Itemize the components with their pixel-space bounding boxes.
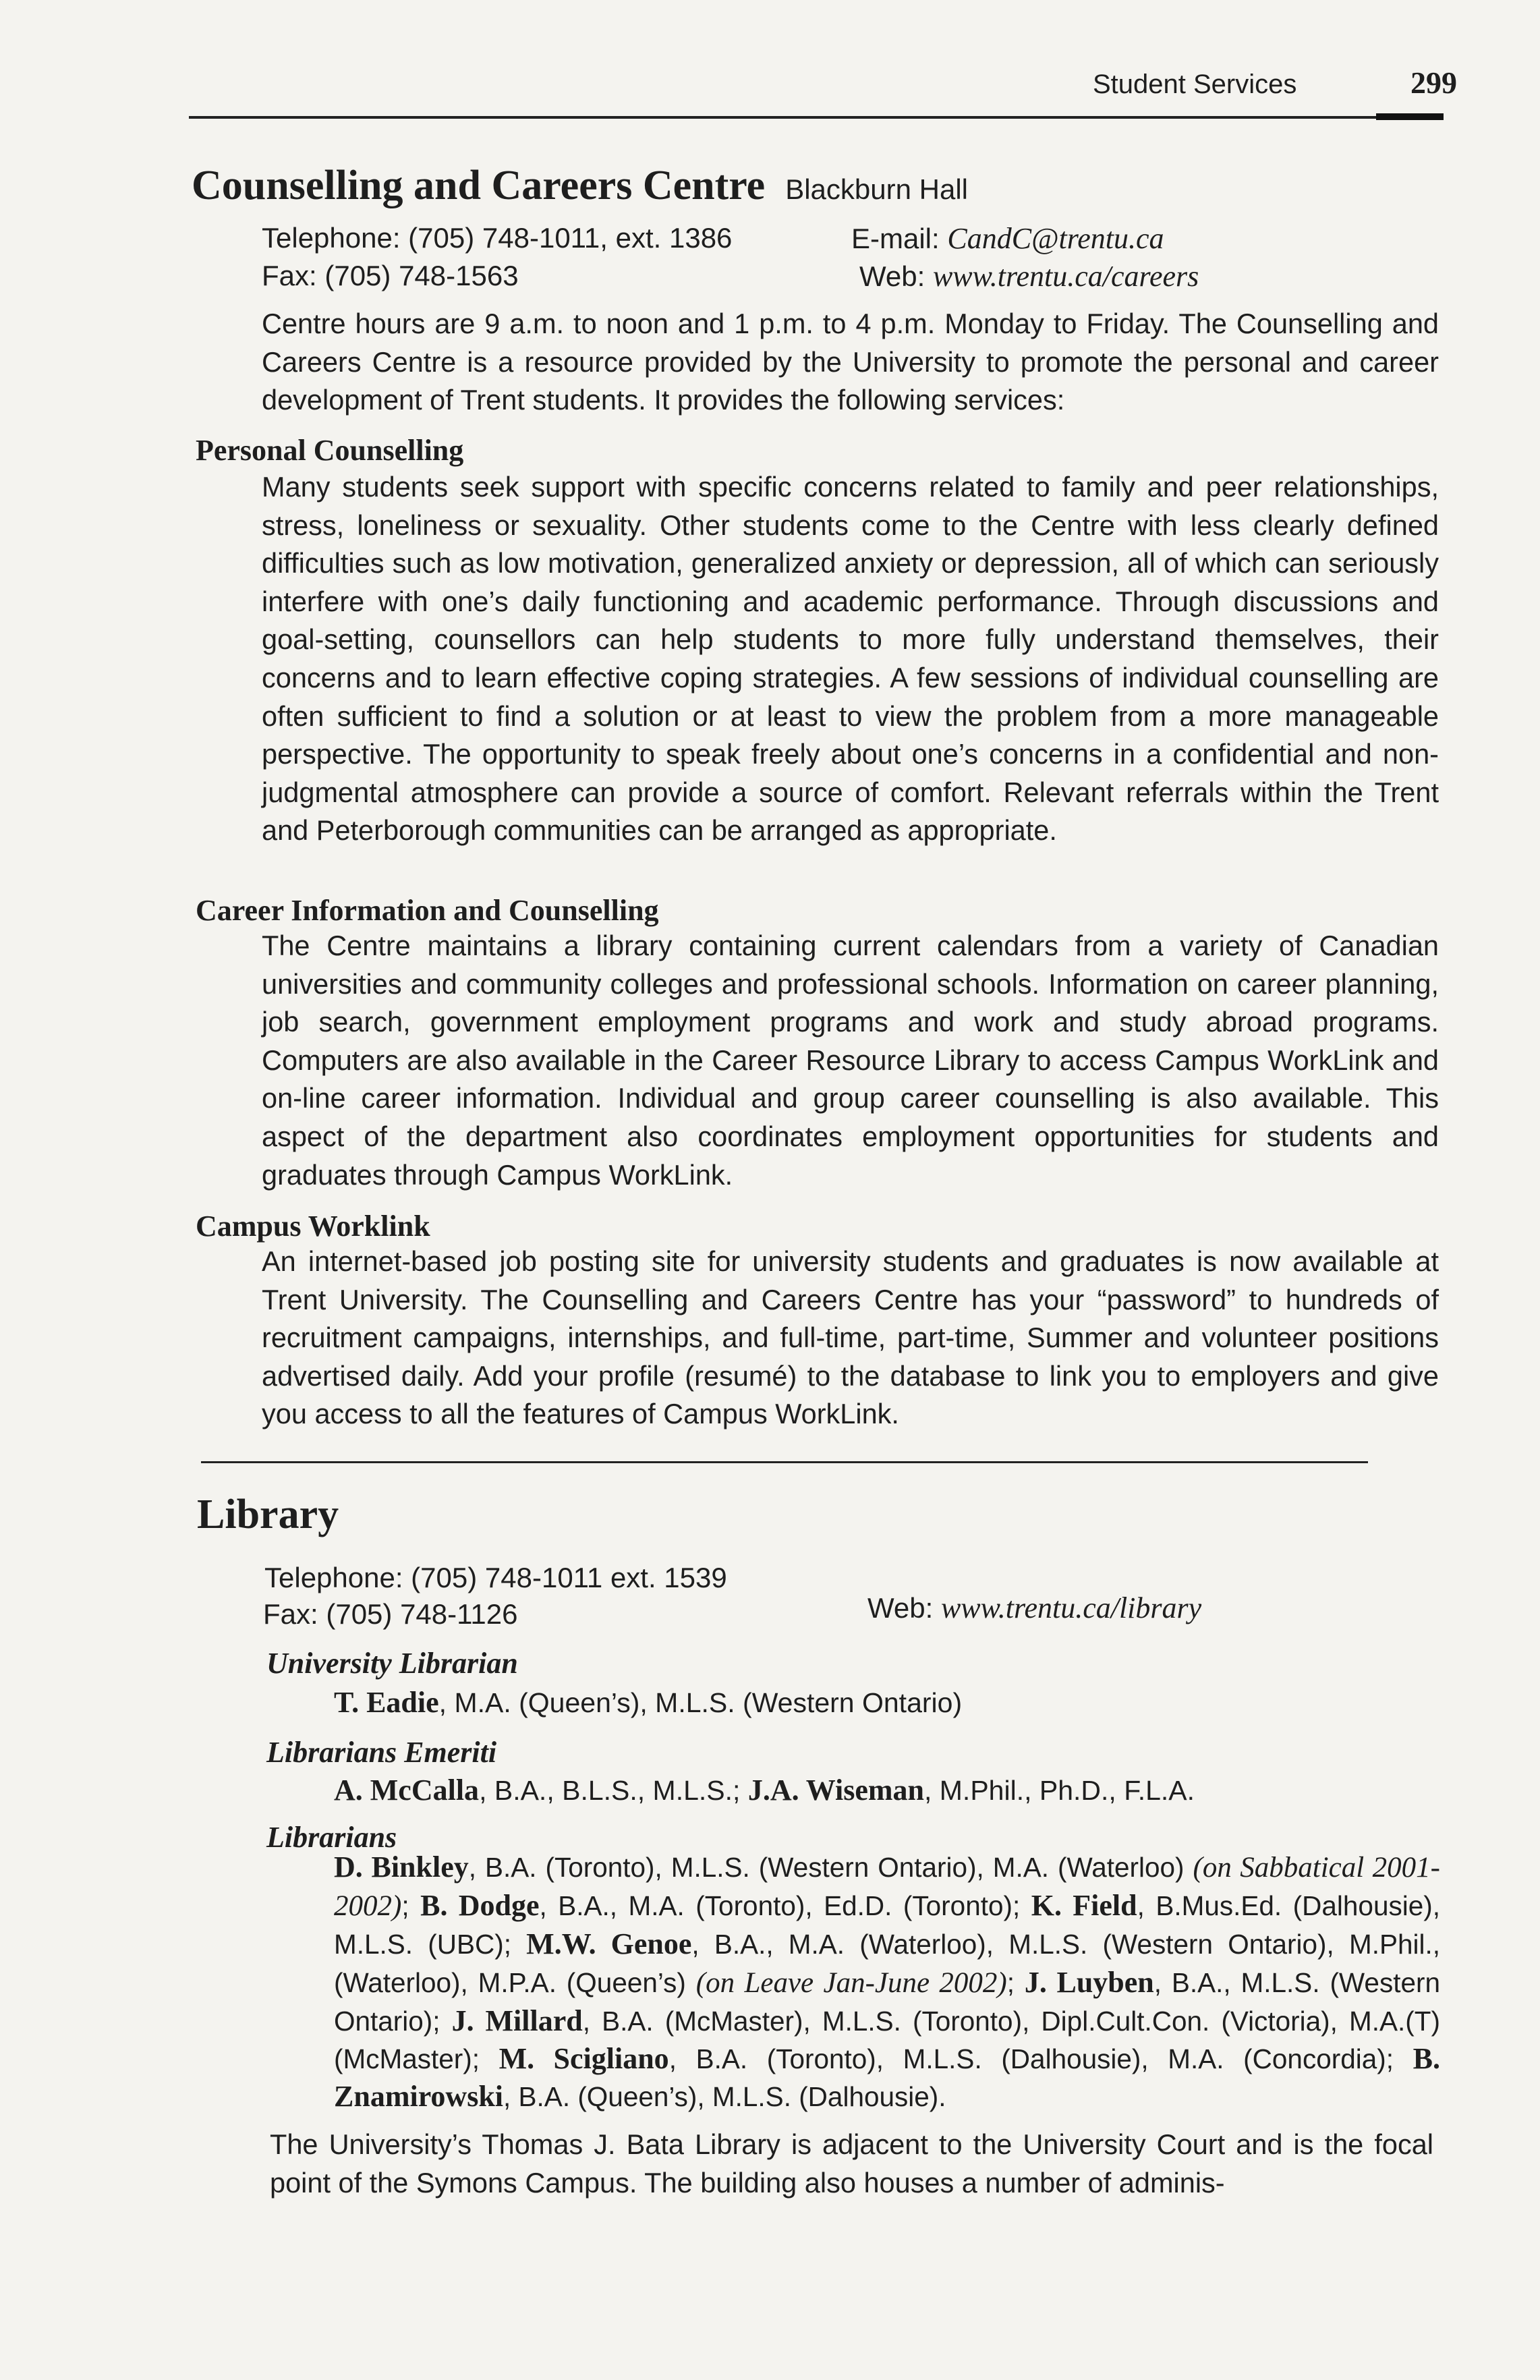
librarian-name: K. Field <box>1031 1889 1137 1923</box>
librarian-credentials: , B.A. (Toronto), M.L.S. (Dalhousie), M.A. (Concordia); <box>668 2043 1413 2075</box>
page-number: 299 <box>1410 65 1457 100</box>
library-web-line <box>867 1593 1201 1623</box>
librarian-separator: ; <box>401 1890 421 1922</box>
subhead-campus-worklink: Campus Worklink <box>196 1210 430 1243</box>
librarian-separator: ; <box>1006 1966 1025 1998</box>
personal-counselling-text: Many students seek support with specific concerns related to family and peer relationships, stress, loneliness or sexuality. Other students come to the Centre with less clearly defined difficulties such as low motivation, generalized anxiety or depression, all of which can seriously interfere with one’s daily functioning and academic performance. Through discussions and goal-setting, counsellors can help students to more fully understand themselves, their concerns and to learn effective coping strategies. A few sessions of individual counselling are often sufficient to find a solution or at least to view the problem from a more manageable perspective. The opportunity to speak freely about one’s concerns in a confidential and non-judgmental atmosphere can provide a source of comfort. Relevant referrals within the Trent and Peterborough communities can be arranged as appropriate. <box>262 471 1439 847</box>
emeritus-credentials: , B.A., B.L.S., M.L.S.; <box>479 1775 748 1806</box>
header-rule <box>189 116 1444 119</box>
librarian-note: (on Leave Jan-June 2002) <box>695 1966 1007 1999</box>
section-title-counselling <box>192 162 968 210</box>
counselling-title: Counselling and Careers Centre <box>192 163 766 208</box>
librarian-credentials: , B.A., M.A. (Waterloo), M.L.S. (Western Ontario), M.Phil., (Waterloo), M.P.A. (Queen’s) <box>334 1929 1440 1998</box>
header-rule-accent <box>1376 113 1444 120</box>
library-telephone: Telephone: (705) 748-1011 ext. 1539 <box>264 1562 727 1593</box>
librarian-name: J. Millard <box>451 2004 583 2037</box>
librarian-credentials: , B.Mus.Ed. (Dalhousie), M.L.S. (UBC); <box>334 1890 1440 1960</box>
emeritus-credentials: , M.Phil., Ph.D., F.L.A. <box>924 1775 1195 1806</box>
library-fax: Fax: (705) 748-1126 <box>263 1598 518 1630</box>
librarian-credentials: , B.A. (McMaster), M.L.S. (Toronto), Dipl.Cult.Con. (Victoria), M.A.(T) (McMaster); <box>334 2005 1441 2075</box>
counselling-web-label: Web: <box>859 260 925 292</box>
counselling-building: Blackburn Hall <box>785 173 968 205</box>
library-description: The University’s Thomas J. Bata Library is adjacent to the University Court and is the focal point of the Symons Campus. The building also houses a number of adminis- <box>270 2128 1433 2199</box>
section-divider <box>201 1461 1368 1463</box>
librarian-credentials: , B.A. (Toronto), M.L.S. (Western Ontario), M.A. (Waterloo) <box>468 1852 1193 1883</box>
counselling-web-link[interactable]: www.trentu.ca/careers <box>932 260 1199 293</box>
running-head-title: Student Services <box>1093 69 1297 99</box>
subhead-personal-counselling: Personal Counselling <box>196 434 464 467</box>
role-librarians-emeriti: Librarians Emeriti <box>266 1736 497 1769</box>
university-librarian-entry <box>334 1685 962 1720</box>
campus-worklink-text: An internet-based job posting site for university students and graduates is now available at Trent University. The Counselling and Careers Centre has your “password” to hundreds of recruitment campaigns, internships, and full-time, part-time, Summer and volunteer positions advertised daily. Add your profile (resumé) to the database to link you to employers and give you access to all the features of Campus WorkLink. <box>262 1245 1439 1430</box>
university-librarian-credentials: , M.A. (Queen’s), M.L.S. (Western Ontario) <box>438 1687 963 1718</box>
librarian-note: (on Sabbatical 2001-2002) <box>334 1852 1440 1923</box>
counselling-email-line <box>851 224 1164 254</box>
counselling-email-label: E-mail: <box>851 223 940 254</box>
librarian-credentials: , B.A., M.A. (Toronto), Ed.D. (Toronto); <box>539 1890 1031 1922</box>
emeriti-entry <box>334 1773 1195 1807</box>
section-title-library <box>197 1491 339 1539</box>
role-librarians: Librarians <box>266 1821 397 1854</box>
counselling-intro: Centre hours are 9 a.m. to noon and 1 p.m. to 4 p.m. Monday to Friday. The Counselling and Careers Centre is a resource provided by the University to promote the personal and career development of Trent students. It provides the following services: <box>262 308 1439 416</box>
career-information-text: The Centre maintains a library containing current calendars from a variety of Canadian universities and community colleges and professional schools. Information on career planning, job search, government employment programs and work and study abroad programs. Computers are also available in the Career Resource Library to access Campus WorkLink and on-line career information. Individual and group career counselling is also available. This aspect of the department also coordinates employment opportunities for students and graduates through Campus WorkLink. <box>262 930 1439 1191</box>
counselling-email-link[interactable]: CandC@trentu.ca <box>947 222 1164 255</box>
running-head <box>1093 65 1457 101</box>
library-title: Library <box>197 1492 339 1537</box>
library-web-link[interactable]: www.trentu.ca/library <box>940 1591 1202 1624</box>
librarian-name: B. Znamirowski <box>334 2042 1440 2114</box>
counselling-fax: Fax: (705) 748-1563 <box>262 260 519 291</box>
librarian-name: J. Luyben <box>1024 1965 1154 1999</box>
librarian-name: M. Scigliano <box>498 2042 669 2076</box>
librarian-credentials: , B.A. (Queen’s), M.L.S. (Dalhousie). <box>503 2081 946 2113</box>
emeritus-name: J.A. Wiseman <box>747 1774 924 1807</box>
librarian-name: M.W. Genoe <box>526 1927 692 1961</box>
emeritus-name: A. McCalla <box>334 1774 480 1807</box>
library-web-label: Web: <box>867 1592 934 1624</box>
librarian-credentials: , B.A., M.L.S. (Western Ontario); <box>334 1966 1440 2037</box>
subhead-career-information: Career Information and Counselling <box>196 894 659 927</box>
role-university-librarian: University Librarian <box>266 1647 518 1680</box>
librarian-name: D. Binkley <box>334 1850 469 1883</box>
counselling-web-line <box>859 262 1199 291</box>
counselling-telephone: Telephone: (705) 748-1011, ext. 1386 <box>262 222 733 254</box>
librarian-name: B. Dodge <box>420 1889 540 1923</box>
university-librarian-name: T. Eadie <box>334 1686 439 1719</box>
librarians-list <box>334 1848 1440 2116</box>
